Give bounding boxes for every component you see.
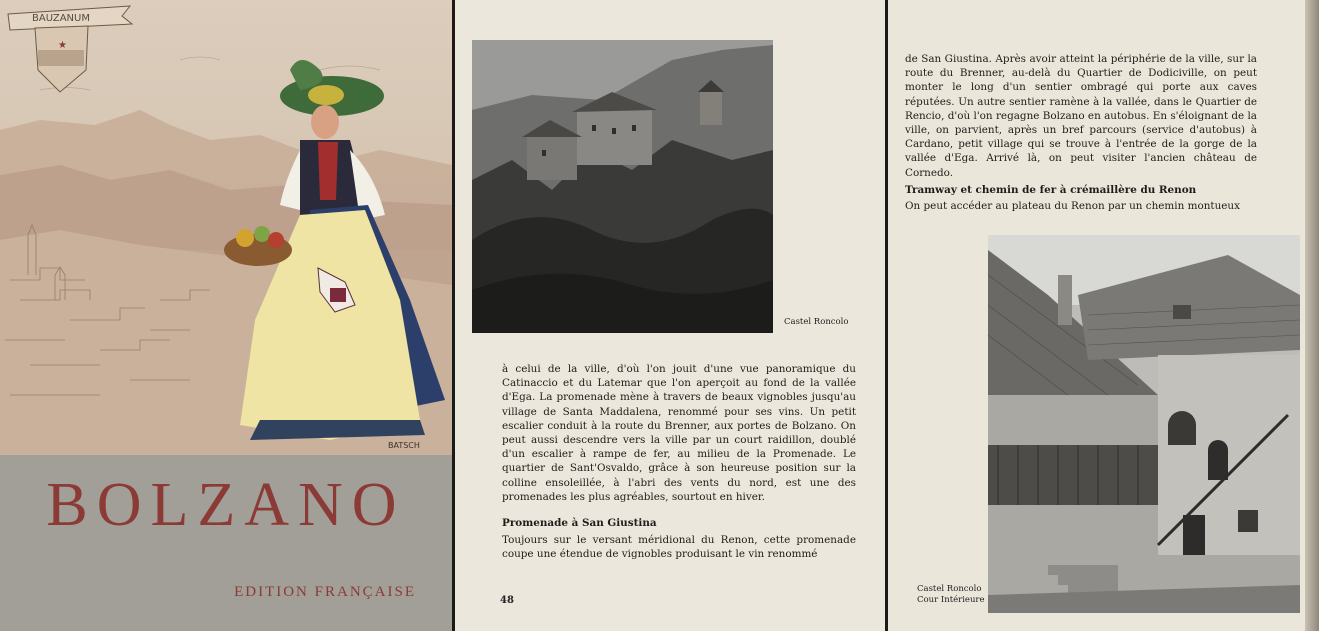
crest-text: BAUZANUM <box>32 13 90 24</box>
section-heading: Promenade à San Giustina <box>502 517 657 529</box>
page-number: 48 <box>500 595 514 606</box>
body-paragraph: de San Giustina. Après avoir atteint la périphérie de la ville, sur la route du Brenner, au-delà du Quartier de Dodiciville, on peut monter le long d'un sentier ombragé qui porte aux caves réputées. Un autre sentier ramène à la vallée, dans le Quartier de Rencio, d'où l'on regagne Bolzano en autobus. En s'éloignant de la ville, on parvient, après un bref parcours (service d'autobus) à Cardano, petit village qui se trouve à l'entrée de la gorge de la vallée d'Ega. Arrivé là, on peut visiter l'ancien château de Cornedo. <box>905 53 1257 179</box>
page-edge <box>1305 0 1319 631</box>
illustrator-signature: BATSCH <box>388 441 420 450</box>
cover-illustration <box>0 0 452 455</box>
courtyard-photo <box>988 235 1300 613</box>
page-right <box>888 0 1305 631</box>
photo-caption: Castel Roncolo <box>784 317 849 327</box>
cover-edition: EDITION FRANÇAISE <box>234 584 416 600</box>
body-paragraph: Toujours sur le versant méridional du Renon, cette promenade coupe une étendue de vignobles produisant le vin renommé <box>502 534 856 561</box>
photo-caption: Castel Roncolo <box>917 584 982 594</box>
section-heading: Tramway et chemin de fer à crémaillère du Renon <box>905 184 1197 196</box>
svg-text:★: ★ <box>58 40 67 51</box>
body-paragraph: à celui de la ville, d'où l'on jouit d'une vue panoramique du Catinaccio et du Latemar que l'on aperçoit au fond de la vallée d'Ega. La promenade mène à travers de beaux vignobles jusqu'au village de Santa Maddalena, renommé pour ses vins. Un petit escalier conduit à la route du Brenner, aux portes de Bolzano. On peut aussi descendre vers la ville par un court raidillon, doublé d'un escalier à rampe de fer, au milieu de la Promenade. Le quartier de Sant'Osvaldo, grâce à son heureuse position sur la colline ensoleillée, à l'abri des vents du nord, est une des promenades les plus agréables, sourtout en hiver. <box>502 363 856 503</box>
book-cover <box>0 0 452 631</box>
cover-title: BOLZANO <box>46 471 406 539</box>
page-left <box>455 0 885 631</box>
castle-photo <box>472 40 773 333</box>
body-paragraph: On peut accéder au plateau du Renon par un chemin montueux <box>905 200 1240 212</box>
photo-caption: Cour Intérieure <box>917 595 985 605</box>
